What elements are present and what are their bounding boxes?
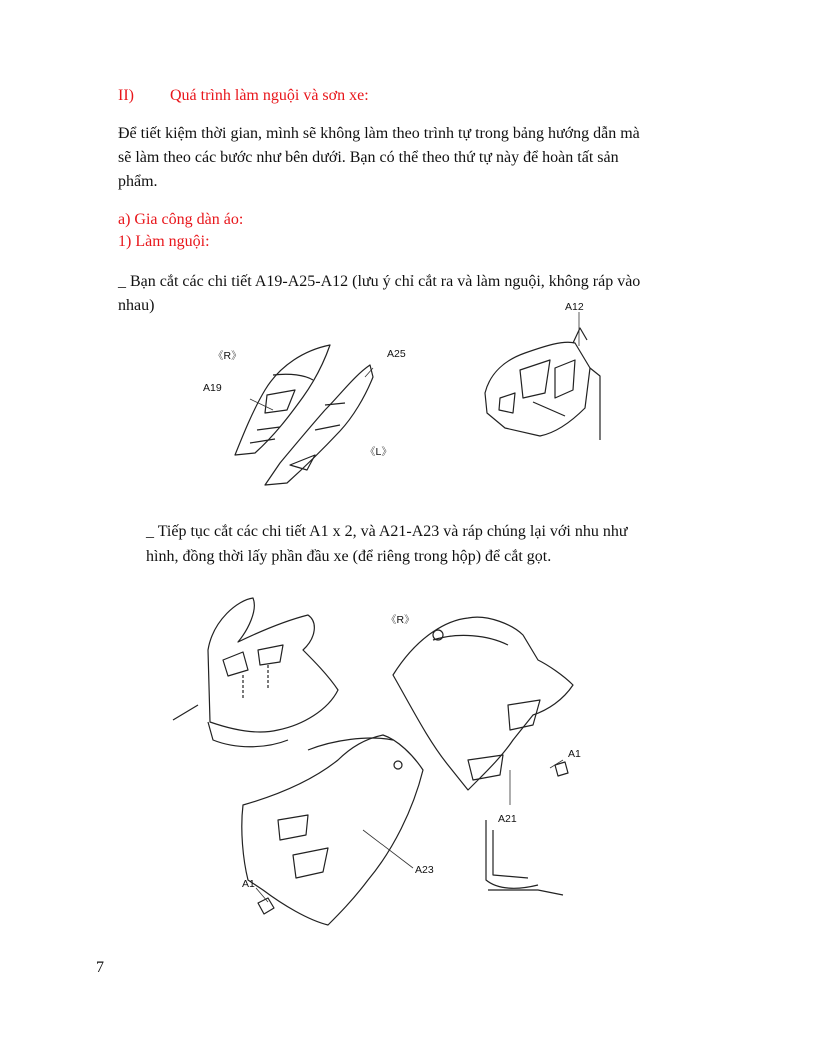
subheading-fairing: a) Gia công dàn áo: xyxy=(118,211,244,228)
label-a19: A19 xyxy=(203,382,222,394)
step1-line-1: _ Bạn cắt các chi tiết A19-A25-A12 (lưu ý chỉ cắt ra và làm nguội, không ráp vào xyxy=(118,273,641,290)
label-a12: A12 xyxy=(565,301,584,313)
figure-fairing-assembly xyxy=(168,590,613,935)
label-a1-right: A1 xyxy=(568,748,581,760)
page-number: 7 xyxy=(96,959,104,976)
label-l: 《L》 xyxy=(365,446,392,458)
subheading-finishing: 1) Làm nguội: xyxy=(118,233,210,250)
label-a1-left: A1 xyxy=(242,878,255,890)
label-a23: A23 xyxy=(415,864,434,876)
figure-a12 xyxy=(475,298,610,443)
section-number: II) xyxy=(118,87,134,104)
label-a25: A25 xyxy=(387,348,406,360)
intro-line-3: phẩm. xyxy=(118,173,158,190)
figure-a19-a25 xyxy=(195,335,425,500)
section-title: Quá trình làm nguội và sơn xe: xyxy=(170,87,369,104)
intro-line-2: sẽ làm theo các bước như bên dưới. Bạn có thể theo thứ tự này để hoàn tất sản xyxy=(118,149,619,166)
label-r: 《R》 xyxy=(213,350,242,362)
label-r-assembly: 《R》 xyxy=(386,614,415,626)
step2-line-1: _ Tiếp tục cắt các chi tiết A1 x 2, và A21-A23 và ráp chúng lại với nhu như xyxy=(146,523,628,540)
step2-line-2: hình, đồng thời lấy phần đầu xe (để riêng trong hộp) để cắt gọt. xyxy=(146,548,552,565)
step1-line-2: nhau) xyxy=(118,297,155,314)
label-a21: A21 xyxy=(498,813,517,825)
intro-line-1: Để tiết kiệm thời gian, mình sẽ không làm theo trình tự trong bảng hướng dẫn mà xyxy=(118,125,640,142)
